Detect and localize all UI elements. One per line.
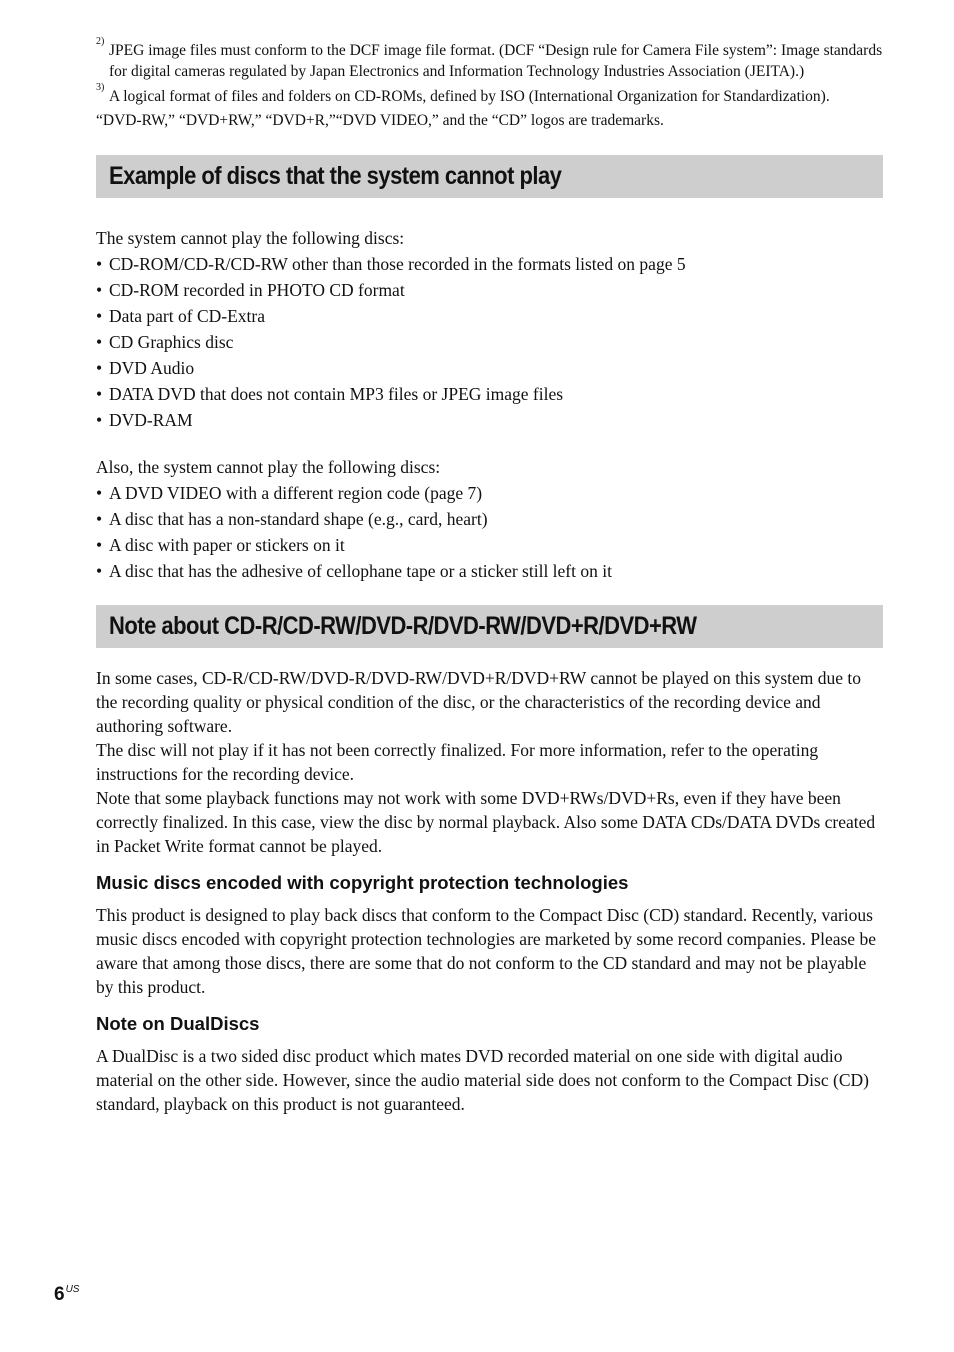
bullet: •	[96, 332, 103, 352]
section-heading-cannot-play: Example of discs that the system cannot play	[109, 162, 562, 190]
footnote-text: A logical format of files and folders on CD-ROMs, defined by ISO (International Organization for Standardization).	[109, 88, 830, 105]
page-number-suffix: US	[65, 1284, 80, 1295]
bullet: •	[96, 561, 103, 581]
bullet: •	[96, 384, 103, 404]
body-paragraph: A DualDisc is a two sided disc product which mates DVD recorded material on one side with digital audio material on the other side. However, since the audio material side does not conform to the Compact Disc (CD) standard, playback on this product is not guaranteed.	[96, 1046, 869, 1114]
list-item: • Data part of CD-Extra	[96, 303, 883, 329]
page-number-value: 6	[54, 1284, 65, 1305]
list-item: • A disc with paper or stickers on it	[96, 532, 883, 558]
intro-text: Also, the system cannot play the following discs:	[96, 457, 441, 477]
also-cannot-play-list	[96, 480, 883, 584]
list-item: • CD-ROM recorded in PHOTO CD format	[96, 277, 883, 303]
page-number	[54, 1284, 79, 1306]
cannot-play-list	[96, 251, 883, 433]
subheading-dualdiscs: Note on DualDiscs	[96, 1013, 260, 1034]
footnote-mark: 3)	[96, 82, 105, 93]
list-item: • A DVD VIDEO with a different region code (page 7)	[96, 480, 883, 506]
footnote-3	[96, 82, 883, 107]
section-heading-recordable-discs: Note about CD-R/CD-RW/DVD-R/DVD-RW/DVD+R/DVD+RW	[109, 612, 697, 640]
bullet: •	[96, 358, 103, 378]
section-heading-band	[96, 155, 883, 198]
body-paragraph: The disc will not play if it has not been correctly finalized. For more information, refer to the operating instructions for the recording device.	[96, 740, 819, 784]
trademark-note: “DVD-RW,” “DVD+RW,” “DVD+R,”“DVD VIDEO,” and the “CD” logos are trademarks.	[96, 112, 664, 129]
bullet: •	[96, 306, 103, 326]
list-item: • CD Graphics disc	[96, 329, 883, 355]
body-paragraph: This product is designed to play back discs that conform to the Compact Disc (CD) standard. Recently, various music discs encoded with copyright protection technologies are marketed by some record companies. Please be aware that among those discs, there are some that do not conform to the CD standard and may not be playable by this product.	[96, 905, 876, 997]
body-paragraph: In some cases, CD-R/CD-RW/DVD-R/DVD-RW/DVD+R/DVD+RW cannot be played on this system due to the recording quality or physical condition of the disc, or the characteristics of the recording device and authoring software.	[96, 668, 862, 736]
bullet: •	[96, 254, 103, 274]
bullet: •	[96, 509, 103, 529]
list-item: • DVD-RAM	[96, 407, 883, 433]
intro-text: The system cannot play the following discs:	[96, 228, 405, 248]
footnote-2	[96, 36, 883, 82]
bullet: •	[96, 280, 103, 300]
bullet: •	[96, 535, 103, 555]
section-heading-band	[96, 605, 883, 648]
list-item: • A disc that has a non-standard shape (e.g., card, heart)	[96, 506, 883, 532]
subheading-copyright-protection: Music discs encoded with copyright protection technologies	[96, 872, 629, 893]
list-item: • A disc that has the adhesive of cellophane tape or a sticker still left on it	[96, 558, 883, 584]
list-item: • DATA DVD that does not contain MP3 files or JPEG image files	[96, 381, 883, 407]
manual-page	[96, 36, 883, 1116]
footnote-mark: 2)	[96, 36, 105, 47]
body-paragraph: Note that some playback functions may not work with some DVD+RWs/DVD+Rs, even if they have been correctly finalized. In this case, view the disc by normal playback. Also some DATA CDs/DATA DVDs created in Packet Write format cannot be played.	[96, 788, 876, 856]
list-item: • CD-ROM/CD-R/CD-RW other than those recorded in the formats listed on page 5	[96, 251, 883, 277]
bullet: •	[96, 410, 103, 430]
footnote-text: JPEG image files must conform to the DCF image file format. (DCF “Design rule for Camera File system”: Image standards for digital cameras regulated by Japan Electronics and Information Technology Industries Association (JEITA).)	[109, 42, 883, 80]
list-item: • DVD Audio	[96, 355, 883, 381]
bullet: •	[96, 483, 103, 503]
